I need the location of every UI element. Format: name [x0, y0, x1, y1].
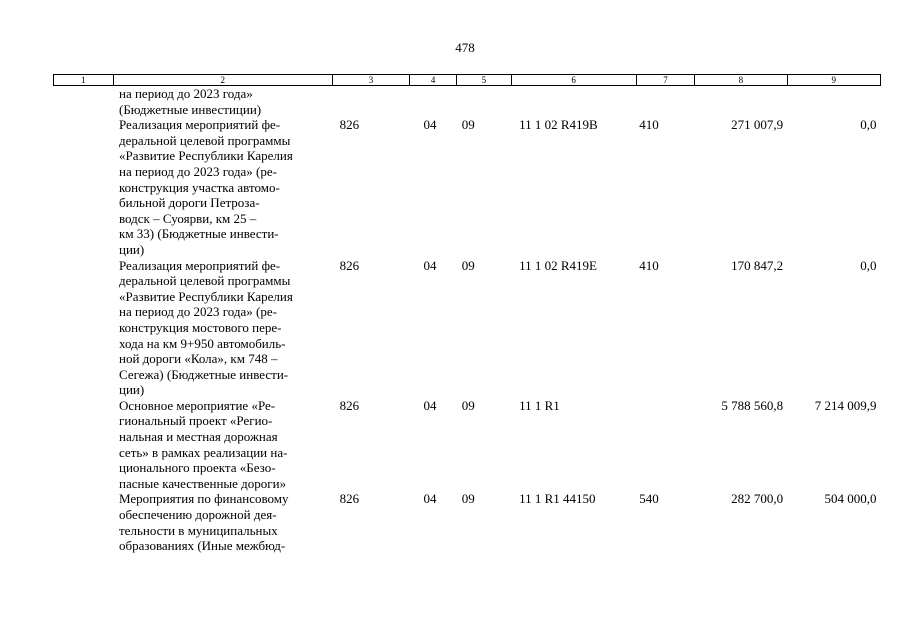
- row-section: 04: [423, 117, 437, 133]
- table-row: [54, 398, 881, 492]
- row-target-article: 11 1 R1: [519, 397, 560, 413]
- budget-table: [53, 74, 881, 554]
- table-row: [54, 491, 881, 553]
- row-target-article: 11 1 02 R419B: [519, 117, 598, 133]
- row-section: [410, 86, 457, 118]
- column-header-1: 1: [54, 75, 114, 86]
- row-amount-col9: 0,0: [860, 257, 877, 273]
- row-section: 04: [423, 257, 437, 273]
- row-target-article: [511, 86, 636, 118]
- row-amount-col8: 282 700,0: [731, 491, 784, 507]
- row-expense-type: [636, 398, 694, 492]
- row-amount-col8: 170 847,2: [731, 257, 784, 273]
- row-ministry-code: 826: [339, 257, 360, 273]
- row-expense-type: [636, 86, 694, 118]
- page-number: 478: [455, 40, 475, 55]
- row-subsection: 09: [461, 257, 475, 273]
- row-amount-col8: 5 788 560,8: [721, 397, 784, 413]
- column-header-6: 6: [511, 75, 636, 86]
- column-header-4: 4: [410, 75, 457, 86]
- row-amount-col9: [787, 86, 880, 118]
- row-expense-type: 540: [639, 491, 659, 507]
- table-row: [54, 86, 881, 118]
- row-target-article: 11 1 02 R419E: [519, 257, 597, 273]
- row-description: Основное мероприятие «Ре- гиональный проект «Регио- нальная и местная дорожная сеть» в рамках реализации на- ционального проекта «Безо- пасные качественные дороги»: [119, 397, 288, 491]
- row-description: на период до 2023 года» (Бюджетные инвестиции): [119, 86, 262, 117]
- row-target-article: 11 1 R1 44150: [519, 491, 596, 507]
- column-header-7: 7: [636, 75, 694, 86]
- row-amount-col8: 271 007,9: [731, 117, 784, 133]
- row-ministry-code: 826: [339, 491, 360, 507]
- row-subsection: 09: [461, 117, 475, 133]
- row-section: 04: [423, 491, 437, 507]
- row-subsection: 09: [461, 491, 475, 507]
- row-amount-col9: 7 214 009,9: [814, 397, 877, 413]
- row-description: Мероприятия по финансовому обеспечению дорожной дея- тельности в муниципальных образованиях (Иные межбюд-: [119, 491, 289, 554]
- column-number-header: [54, 75, 881, 86]
- column-header-9: 9: [787, 75, 880, 86]
- row-expense-type: 410: [639, 117, 659, 133]
- column-header-8: 8: [695, 75, 787, 86]
- row-description: Реализация мероприятий фе- деральной целевой программы «Развитие Республики Карелия на период до 2023 года» (ре- конструкция участка автомо- бильной дороги Петроза- водск – Суоярви, км 25 – км 33) (Бюджетные инвести- ции): [119, 117, 293, 257]
- column-header-2: 2: [113, 75, 333, 86]
- row-description: Реализация мероприятий фе- деральной целевой программы «Развитие Республики Карелия на период до 2023 года» (ре- конструкция мостового пере- хода на км 9+950 автомобиль- ной дороги «Кола», км 748 – Сегежа) (Бюджетные инвести- ции): [119, 257, 293, 398]
- column-header-5: 5: [457, 75, 511, 86]
- row-subsection: 09: [461, 397, 475, 413]
- row-ministry-code: 826: [339, 397, 360, 413]
- row-amount-col9: 0,0: [860, 117, 877, 133]
- row-ministry-code: [333, 86, 410, 118]
- row-subsection: [457, 86, 511, 118]
- row-ministry-code: 826: [339, 117, 360, 133]
- row-expense-type: 410: [639, 257, 659, 273]
- table-row: [54, 117, 881, 257]
- row-amount-col9: 504 000,0: [824, 491, 877, 507]
- row-amount-col8: [695, 86, 787, 118]
- table-row: [54, 258, 881, 398]
- column-header-3: 3: [333, 75, 410, 86]
- row-section: 04: [423, 397, 437, 413]
